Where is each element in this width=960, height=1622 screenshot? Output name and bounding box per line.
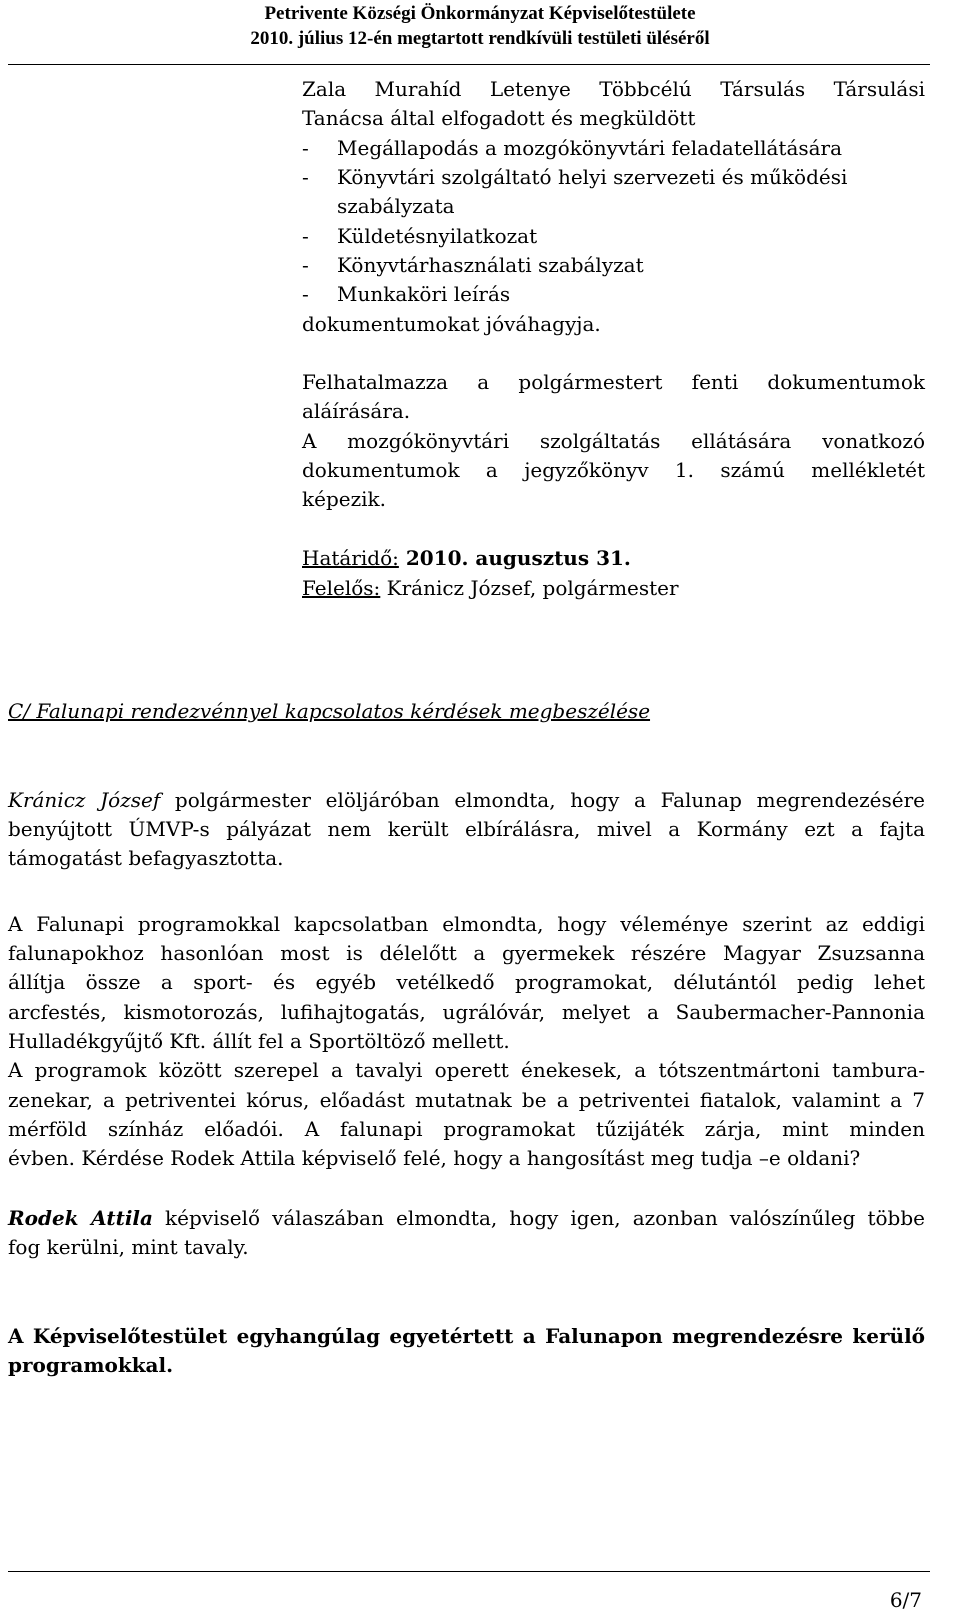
page-number: 6/7	[889, 1588, 922, 1612]
resolution-line-2: Tanácsa által elfogadott és megküldött	[302, 106, 696, 130]
resolution-item-1: - Megállapodás a mozgókönyvtári feladatellátására	[302, 136, 843, 160]
resolution-item-2-cont: szabályzata	[337, 194, 455, 218]
p2-line-8: mérföld színház előadói. A falunapi programokat tűzijáték zárja, mint minden	[8, 1117, 925, 1141]
p1-line-2: benyújtott ÚMVP-s pályázat nem került elbírálásra, mivel a Kormány ezt a fajta	[8, 817, 925, 841]
section-c-title: C/ Falunapi rendezvénnyel kapcsolatos kérdések megbeszélése	[8, 699, 651, 723]
p2-line-3: állítja össze a sport- és egyéb vetélkedő programokat, délutántól pedig lehet	[8, 970, 925, 994]
header-divider	[8, 64, 930, 65]
p3-speaker: Rodek Attila	[8, 1206, 153, 1230]
header-subtitle: 2010. július 12-én megtartott rendkívüli testületi üléséről	[250, 28, 710, 49]
p1-speaker: Kránicz József	[8, 788, 161, 812]
p2-line-6: A programok között szerepel a tavalyi operett énekesek, a tótszentmártoni tambura-	[8, 1058, 925, 1082]
p2-line-2: falunapokhoz hasonlóan most is délelőtt a gyermekek részére Magyar Zsuzsanna	[8, 941, 925, 965]
footer-divider	[8, 1571, 930, 1572]
header-title: Petrivente Községi Önkormányzat Képviselőtestülete	[264, 3, 696, 24]
p2-line-1: A Falunapi programokkal kapcsolatban elmondta, hogy véleménye szerint az eddigi	[8, 912, 925, 936]
p3-line-1: Rodek Attila képviselő válaszában elmondta, hogy igen, azonban valószínűleg többe	[8, 1206, 925, 1230]
resolution-item-2: - Könyvtári szolgáltató helyi szervezeti és működési	[302, 165, 848, 189]
resolution-annex-line-2: dokumentumok a jegyzőkönyv 1. számú mellékletét	[302, 458, 925, 482]
resolution-annex-line-1: A mozgókönyvtári szolgáltatás ellátására vonatkozó	[302, 429, 925, 453]
p1-line-3: támogatást befagyasztotta.	[8, 846, 284, 870]
p2-line-7: zenekar, a petriventei kórus, előadást mutatnak be a petriventei fiatalok, valamint a 7	[8, 1088, 925, 1112]
resolution-annex-line-3: képezik.	[302, 487, 387, 511]
resolution-line-1: Zala Murahíd Letenye Többcélú Társulás Társulási	[302, 77, 925, 101]
deadline-value: 2010. augusztus 31.	[398, 546, 631, 570]
p1-line-1: Kránicz József polgármester elöljáróban elmondta, hogy a Falunap megrendezésére	[8, 788, 925, 812]
decision-line-2: programokkal.	[8, 1353, 174, 1377]
resolution-item-3: - Küldetésnyilatkozat	[302, 224, 538, 248]
responsible-value: Kránicz József, polgármester	[380, 576, 679, 600]
decision-line-1: A Képviselőtestület egyhangúlag egyetértett a Falunapon megrendezésre kerülő	[8, 1324, 925, 1348]
resolution-item-5: - Munkaköri leírás	[302, 282, 511, 306]
resolution-auth-line-2: aláírására.	[302, 399, 411, 423]
responsible-label: Felelős:	[302, 576, 381, 600]
resolution-auth-line-1: Felhatalmazza a polgármestert fenti dokumentumok	[302, 370, 925, 394]
deadline	[302, 548, 631, 568]
p2-line-5: Hulladékgyűjtő Kft. állít fel a Sportöltöző mellett.	[8, 1029, 510, 1053]
deadline-label: Határidő:	[302, 546, 399, 570]
p3-line-2: fog kerülni, mint tavaly.	[8, 1235, 249, 1259]
p2-line-9: évben. Kérdése Rodek Attila képviselő felé, hogy a hangosítást meg tudja –e oldani?	[8, 1146, 861, 1170]
p2-line-4: arcfestés, kismotorozás, lufihajtogatás, ugrálóvár, melyet a Saubermacher-Pannonia	[8, 1000, 925, 1024]
resolution-item-4: - Könyvtárhasználati szabályzat	[302, 253, 644, 277]
resolution-approve: dokumentumokat jóváhagyja.	[302, 312, 601, 336]
responsible	[302, 578, 679, 598]
